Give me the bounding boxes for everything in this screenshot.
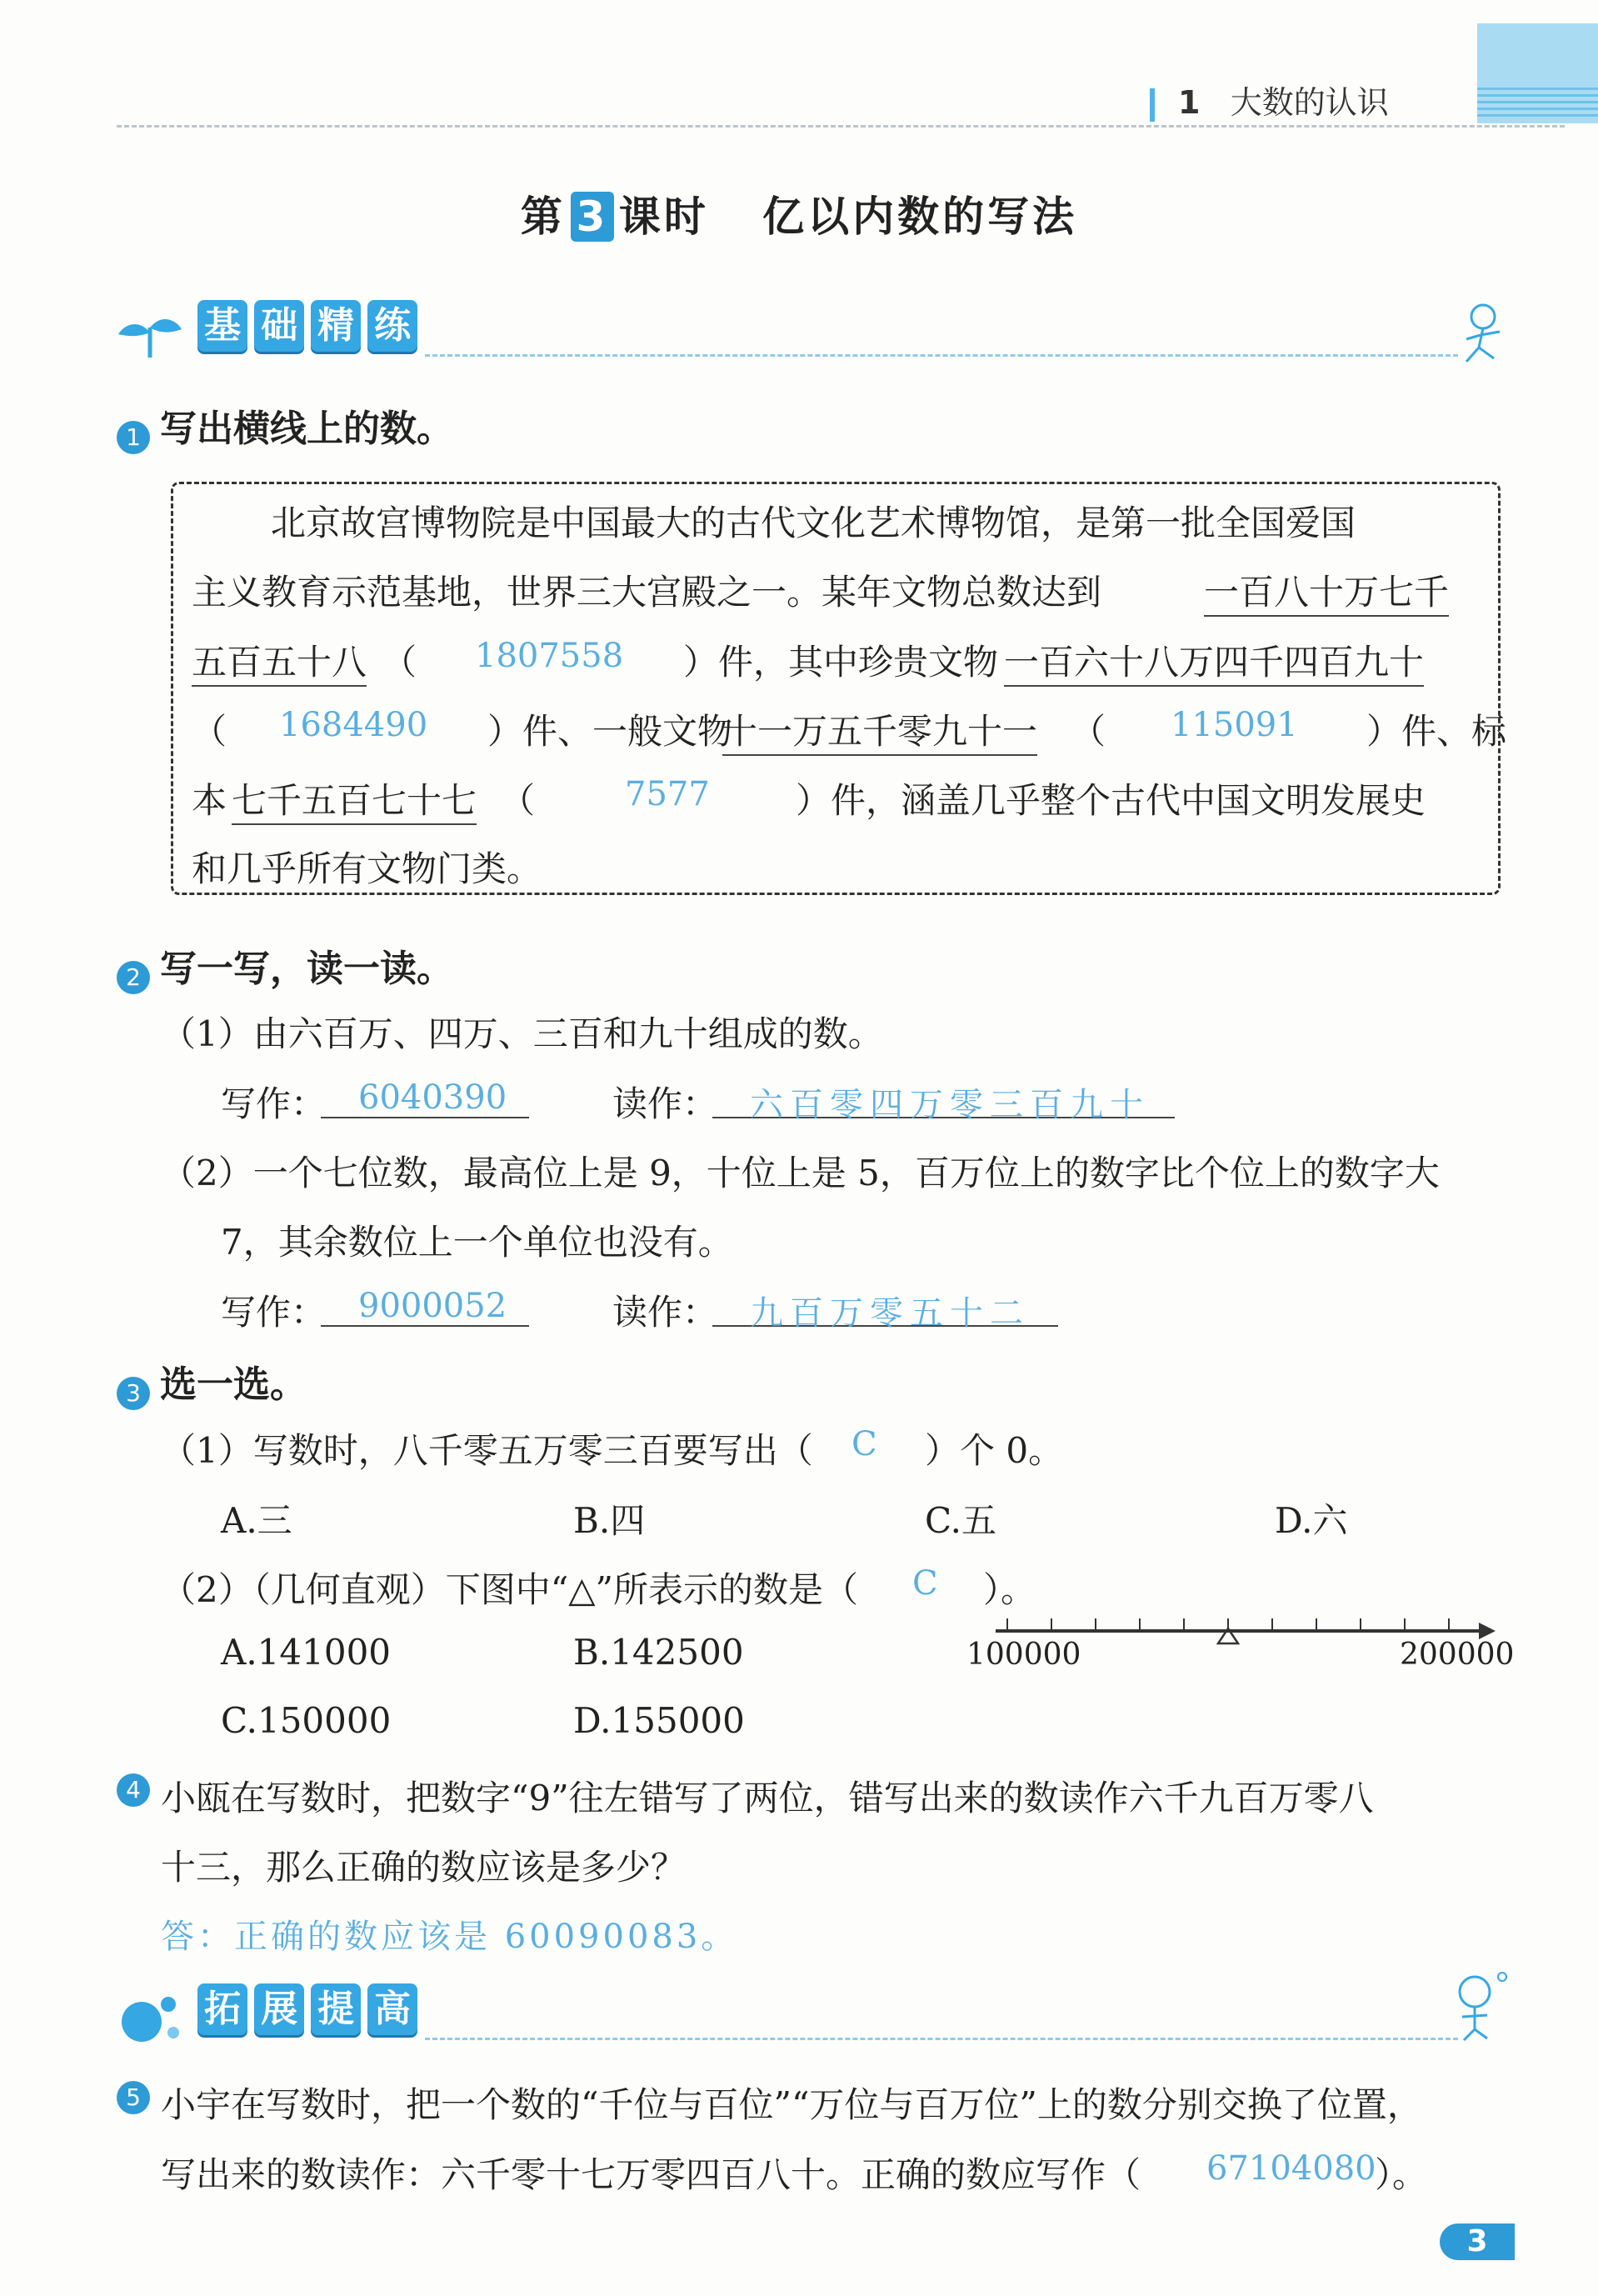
title-prefix: 第 [520,193,566,241]
section-divider [425,354,1458,357]
running-header [1150,77,1389,123]
q4-line2: 十三，那么正确的数应该是多少？ [161,1847,687,1888]
header-divider [117,125,1565,128]
option-c: C.五 [925,1500,996,1541]
question-title: 选一选。 [160,1363,307,1406]
section-banner-extend [117,1983,424,2042]
answer-2: 1684490 [279,706,428,744]
q3-part1-end: ）个 0。 [925,1430,1064,1471]
answer-4: 7577 [625,775,710,813]
question-number: 5 [117,2081,150,2114]
running-kid-icon [1454,302,1512,368]
q2-part2-line2: 7，其余数位上一个单位也没有。 [221,1222,733,1263]
axis-tick [1271,1618,1273,1632]
passage-text: ）件，其中珍贵文物 [683,642,999,683]
number-line-axis [996,1629,1487,1633]
answer-3: 115091 [1171,706,1298,744]
question-title: 写一写，读一读。 [160,948,453,990]
underlined-number-words: 十一万五千零九十一 [722,704,1037,756]
read-label: 读作： [612,1292,718,1333]
section-char: 提 [311,1983,361,2035]
option-a: A.141000 [221,1632,392,1673]
axis-tick [1404,1618,1406,1632]
question-3-heading [117,1354,307,1410]
underlined-number-words: 一百八十万七千 [1204,565,1449,617]
question-4-number [117,1773,160,1807]
chapter-title: 大数的认识 [1230,84,1389,121]
section-banner-basic [117,300,424,358]
underlined-number-words: 七千五百七十七 [232,773,477,825]
q3-part2-end: ）。 [983,1569,1036,1610]
q5-line2: 写出来的数读作：六千零十七万零四百八十。正确的数应写作（ [161,2154,1141,2195]
arrow-head-icon [1479,1623,1496,1639]
option-d: D.六 [1275,1500,1348,1541]
section-divider [425,2038,1458,2040]
question-1-heading [117,398,453,454]
axis-tick [1316,1618,1317,1632]
thinking-kid-icon [1437,1967,1512,2042]
underlined-number-words: 五百五十八 [192,635,367,687]
passage-text: ）件、标 [1366,711,1507,752]
question-2-heading [117,938,453,994]
section-char: 拓 [197,1983,247,2035]
axis-label-end: 200000 [1400,1638,1515,1672]
q4-line1: 小瓯在写数时，把数字“9”往左错写了两位，错写出来的数读作六千九百万零八 [161,1778,1374,1818]
title-name: 亿以内数的写法 [762,193,1078,241]
axis-tick [1139,1618,1141,1632]
question-number: 3 [117,1377,150,1410]
write-label: 写作： [221,1083,327,1124]
bubbles-icon [117,1993,183,2043]
q5-end: ）。 [1375,2154,1428,2195]
q4-answer: 答：正确的数应该是 60090083。 [161,1918,738,1956]
bracket-open: （ [192,711,227,752]
bracket-open: （ [382,642,417,683]
q3-part2: （2）（几何直观）下图中“△”所表示的数是（ [161,1569,858,1610]
triangle-marker-icon [1216,1627,1240,1645]
question-number: 1 [117,421,150,454]
axis-tick [1183,1618,1185,1632]
read-label: 读作： [612,1083,718,1124]
option-b: B.142500 [573,1632,744,1673]
q2-part2-line1: （2）一个七位数，最高位上是 9，十位上是 5，百万位上的数字比个位上的数字大 [161,1153,1440,1193]
question-title: 写出横线上的数。 [160,408,453,450]
write-answer: 9000052 [358,1287,507,1325]
q5-answer: 67104080 [1206,2149,1376,2188]
q3-part1: （1）写数时，八千零五万零三百要写出（ [161,1430,813,1471]
axis-tick [1051,1618,1052,1632]
q2-part1: （1）由六百万、四万、三百和九十组成的数。 [161,1013,883,1054]
passage-text: ）件、一般文物 [487,711,733,752]
passage-text: 本 [192,780,227,821]
axis-tick [1448,1618,1450,1632]
axis-tick [1006,1618,1008,1632]
axis-tick [1095,1618,1096,1632]
write-answer: 6040390 [358,1078,507,1117]
axis-label-start: 100000 [966,1638,1081,1672]
option-d: D.155000 [573,1700,745,1741]
axis-tick [1360,1618,1361,1632]
read-answer: 九百万零五十二 [750,1294,1030,1333]
title-middle: 课时 [618,193,709,241]
write-label: 写作： [221,1292,327,1333]
corner-stripes [1477,83,1598,117]
answer-1: 1807558 [475,637,624,675]
sprout-icon [117,309,183,359]
section-char: 础 [254,300,304,352]
header-bar [1150,88,1155,122]
lesson-title [0,183,1598,243]
option-c: C.150000 [221,1700,392,1741]
passage-line-1: 北京故宫博物院是中国最大的古代文化艺术博物馆，是第一批全国爱国 [271,503,1356,543]
question-number: 2 [117,961,150,994]
lesson-number-badge: 3 [571,192,614,242]
page-number: 3 [1440,2223,1515,2260]
section-char: 展 [254,1983,304,2035]
question-number: 4 [117,1773,150,1807]
option-b: B.四 [573,1500,646,1541]
passage-line-2: 主义教育示范基地，世界三大宫殿之一。某年文物总数达到 [192,572,1102,613]
question-5-number [117,2081,160,2114]
passage-text: ）件，涵盖几乎整个古代中国文明发展史 [796,780,1426,821]
section-char: 练 [367,300,417,352]
underlined-number-words: 一百六十八万四千四百九十 [1004,635,1424,687]
bracket-open: （ [500,780,536,821]
q5-line1: 小宇在写数时，把一个数的“千位与百位”“万位与百万位”上的数分别交换了位置， [161,2084,1422,2125]
chapter-number: 1 [1178,84,1201,121]
read-answer: 六百零四万零三百九十 [750,1086,1150,1124]
option-a: A.三 [221,1500,292,1541]
q3-answer-2: C [912,1564,938,1603]
section-char: 精 [311,300,361,352]
section-char: 高 [367,1983,417,2035]
bracket-open: （ [1071,711,1106,752]
passage-line-last: 和几乎所有文物门类。 [192,848,542,889]
section-char: 基 [197,300,247,352]
q3-answer-1: C [851,1425,877,1463]
